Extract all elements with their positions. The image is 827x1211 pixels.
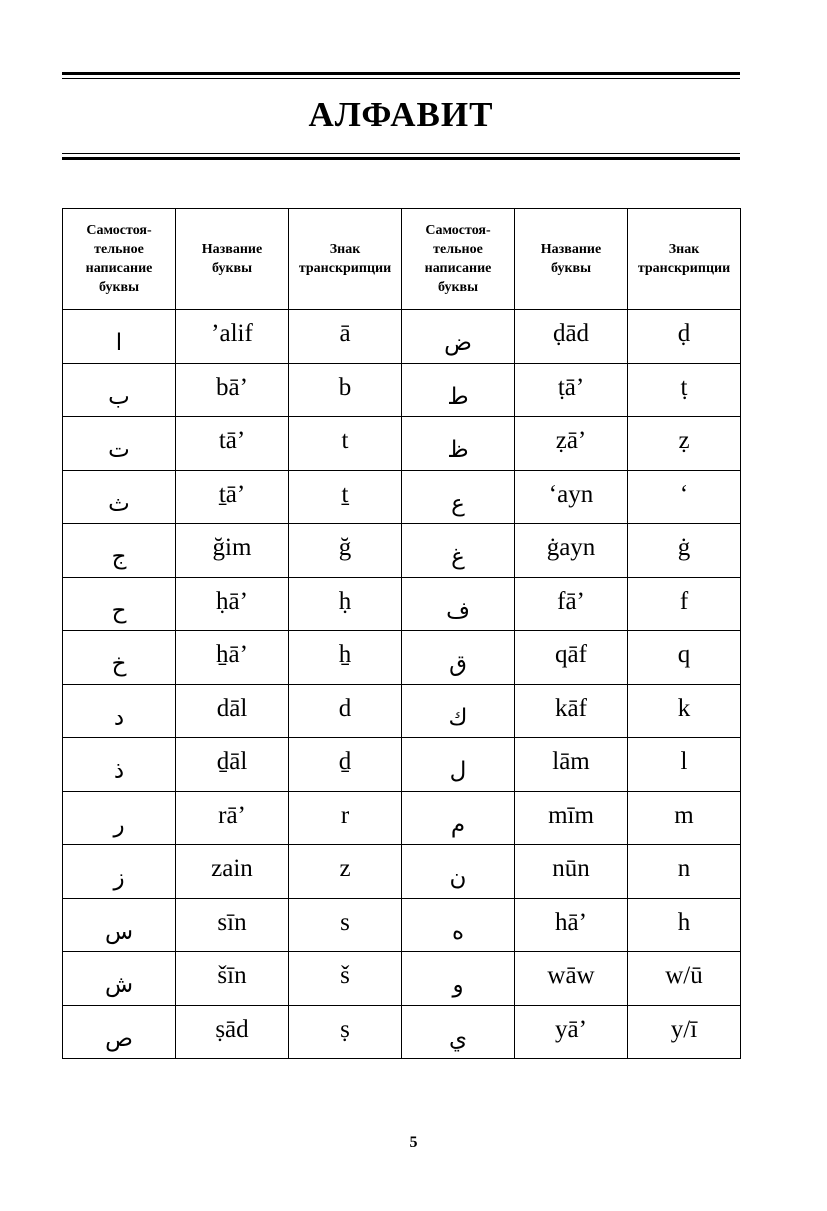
letter-name-right-cell: hā’	[515, 898, 628, 952]
letter-name-right-cell: wāw	[515, 952, 628, 1006]
table-row	[63, 470, 741, 524]
letter-form-left-cell: ب	[63, 363, 176, 417]
letter-name-right-cell: lām	[515, 738, 628, 792]
letter-form-right-cell: ف	[402, 577, 515, 631]
letter-form-left-cell: ت	[63, 417, 176, 471]
letter-name-right-cell: ḍād	[515, 310, 628, 364]
letter-form-right-cell: م	[402, 791, 515, 845]
transcription-right-cell: m	[628, 791, 741, 845]
transcription-left-cell: t	[289, 417, 402, 471]
transcription-right-cell: y/ī	[628, 1005, 741, 1059]
transcription-right-cell: ẓ	[628, 417, 741, 471]
letter-form-left-cell: ج	[63, 524, 176, 578]
table-row	[63, 738, 741, 792]
transcription-left-cell: ṯ	[289, 470, 402, 524]
letter-form-left-cell: ا	[63, 310, 176, 364]
bottom-rule-thick	[62, 157, 740, 160]
letter-form-right-cell: ه	[402, 898, 515, 952]
letter-name-left-cell: ṯā’	[176, 470, 289, 524]
transcription-right-cell: ḍ	[628, 310, 741, 364]
letter-form-left-cell: د	[63, 684, 176, 738]
transcription-right-cell: q	[628, 631, 741, 685]
table-row	[63, 845, 741, 899]
transcription-left-cell: š	[289, 952, 402, 1006]
table-row	[63, 1005, 741, 1059]
transcription-left-cell: ḏ	[289, 738, 402, 792]
transcription-right-cell: w/ū	[628, 952, 741, 1006]
letter-name-left-cell: ḏāl	[176, 738, 289, 792]
header-letter-name-right: Название буквы	[515, 209, 628, 310]
table-row	[63, 577, 741, 631]
transcription-left-cell: z	[289, 845, 402, 899]
letter-name-left-cell: tā’	[176, 417, 289, 471]
transcription-left-cell: ṣ	[289, 1005, 402, 1059]
transcription-left-cell: ẖ	[289, 631, 402, 685]
table-row	[63, 310, 741, 364]
letter-form-right-cell: ط	[402, 363, 515, 417]
transcription-right-cell: n	[628, 845, 741, 899]
letter-form-left-cell: س	[63, 898, 176, 952]
letter-form-right-cell: و	[402, 952, 515, 1006]
letter-name-right-cell: nūn	[515, 845, 628, 899]
letter-name-right-cell: fā’	[515, 577, 628, 631]
top-rule-thick	[62, 72, 740, 75]
letter-name-left-cell: ğim	[176, 524, 289, 578]
letter-form-left-cell: ز	[63, 845, 176, 899]
transcription-left-cell: ğ	[289, 524, 402, 578]
letter-name-right-cell: mīm	[515, 791, 628, 845]
transcription-left-cell: b	[289, 363, 402, 417]
letter-form-left-cell: ص	[63, 1005, 176, 1059]
page-number: 5	[409, 1134, 418, 1151]
letter-form-left-cell: ر	[63, 791, 176, 845]
table-row	[63, 898, 741, 952]
letter-name-left-cell: ’alif	[176, 310, 289, 364]
table-row	[63, 631, 741, 685]
header-letter-form-right: Самостоя- тельное написание буквы	[402, 209, 515, 310]
letter-form-right-cell: ك	[402, 684, 515, 738]
bottom-rule-thin	[62, 153, 740, 154]
transcription-right-cell: l	[628, 738, 741, 792]
letter-name-left-cell: rā’	[176, 791, 289, 845]
letter-form-right-cell: ظ	[402, 417, 515, 471]
header-letter-form-left: Самостоя- тельное написание буквы	[63, 209, 176, 310]
letter-name-right-cell: ṭā’	[515, 363, 628, 417]
letter-form-left-cell: ح	[63, 577, 176, 631]
letter-name-right-cell: ẓā’	[515, 417, 628, 471]
transcription-right-cell: ‘	[628, 470, 741, 524]
alphabet-table-body	[63, 310, 741, 1059]
letter-name-left-cell: zain	[176, 845, 289, 899]
transcription-left-cell: ḥ	[289, 577, 402, 631]
letter-form-right-cell: ل	[402, 738, 515, 792]
table-row	[63, 952, 741, 1006]
letter-form-right-cell: ع	[402, 470, 515, 524]
transcription-left-cell: s	[289, 898, 402, 952]
table-row	[63, 417, 741, 471]
transcription-right-cell: ġ	[628, 524, 741, 578]
letter-name-right-cell: qāf	[515, 631, 628, 685]
letter-form-right-cell: ن	[402, 845, 515, 899]
letter-name-left-cell: ḥā’	[176, 577, 289, 631]
letter-name-left-cell: šīn	[176, 952, 289, 1006]
letter-name-right-cell: ġayn	[515, 524, 628, 578]
letter-form-right-cell: ض	[402, 310, 515, 364]
transcription-right-cell: f	[628, 577, 741, 631]
letter-form-left-cell: خ	[63, 631, 176, 685]
table-row	[63, 791, 741, 845]
alphabet-table	[62, 208, 741, 1059]
letter-name-left-cell: sīn	[176, 898, 289, 952]
letter-name-left-cell: bā’	[176, 363, 289, 417]
letter-name-right-cell: yā’	[515, 1005, 628, 1059]
table-row	[63, 524, 741, 578]
header-transcription-left: Знак транскрипции	[289, 209, 402, 310]
letter-form-right-cell: ق	[402, 631, 515, 685]
letter-form-right-cell: غ	[402, 524, 515, 578]
table-row	[63, 363, 741, 417]
transcription-right-cell: h	[628, 898, 741, 952]
transcription-left-cell: r	[289, 791, 402, 845]
top-rule-thin	[62, 78, 740, 79]
transcription-right-cell: ṭ	[628, 363, 741, 417]
letter-form-left-cell: ث	[63, 470, 176, 524]
letter-form-left-cell: ش	[63, 952, 176, 1006]
header-letter-name-left: Название буквы	[176, 209, 289, 310]
header-transcription-right: Знак транскрипции	[628, 209, 741, 310]
letter-name-right-cell: kāf	[515, 684, 628, 738]
letter-form-right-cell: ي	[402, 1005, 515, 1059]
transcription-left-cell: ā	[289, 310, 402, 364]
transcription-left-cell: d	[289, 684, 402, 738]
letter-name-left-cell: ṣād	[176, 1005, 289, 1059]
table-header-row	[63, 209, 741, 310]
letter-form-left-cell: ذ	[63, 738, 176, 792]
page-title: АЛФАВИТ	[308, 95, 494, 134]
transcription-right-cell: k	[628, 684, 741, 738]
letter-name-left-cell: ẖā’	[176, 631, 289, 685]
letter-name-left-cell: dāl	[176, 684, 289, 738]
table-row	[63, 684, 741, 738]
letter-name-right-cell: ‘ayn	[515, 470, 628, 524]
